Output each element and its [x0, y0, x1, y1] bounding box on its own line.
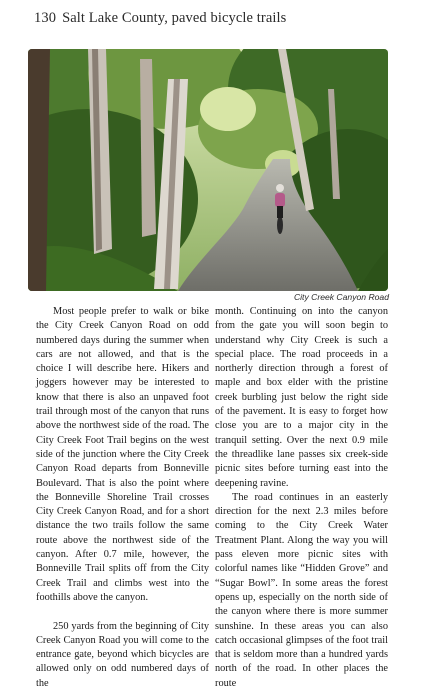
- running-title: Salt Lake County, paved bicycle trails: [62, 10, 287, 26]
- paragraph: 250 yards from the beginning of City Creek Canyon Road you will come to the entrance gate, beyond which bicycles are allowed only on odd numbered days of the: [36, 620, 209, 689]
- paragraph: Most people prefer to walk or bike the City Creek Canyon Road on odd numbered days during the summer when cars are not allowed, and that is the choice I will describe here. Hikers and joggers however may be interested to know that there is also an unpaved foot trail through most of the canyon that runs above the northwest side of the road. The City Creek Foot Trail begins on the west side of the junction where the City Creek Canyon Road departs from Bonneville Boulevard. That is also the point where the Bonneville Shoreline Trail crosses City Creek Canyon Road, and for a short distance the two trails follow the same route above the northwest side of the canyon. After 0.7 mile, however, the Bonneville Trail splits off from the City Creek Trail and climbs west into the foothills above the canyon.: [36, 306, 209, 603]
- photo-caption: City Creek Canyon Road: [293, 292, 389, 302]
- canyon-road-photo: [28, 49, 388, 291]
- paragraph: The road continues in an easterly direction for the next 2.3 miles before coming to the City Creek Water Treatment Plant. Along the way you will pass eleven more picnic sites with colorful names like “Hidden Grove” and “Sugar Bowl”. In some areas the forest opens up, especially on the north side of the canyon where there is more summer sunshine. In these areas you can also catch occasional glimpses of the foot trail that is seldom more than a hundred yards north of the road. In other places the route: [215, 491, 388, 689]
- page-number: 130: [34, 10, 57, 26]
- running-header: [34, 10, 286, 27]
- photo-illustration: [28, 49, 388, 291]
- paragraph: month. Continuing on into the canyon from the gate you will soon begin to understand why City Creek is such a special place. The road proceeds in a northerly direction through a forest of maple and box elder with the pristine creek burbling just below the right side of the pavement. It is easy to forget how close you are to a major city in the tranquil setting. Over the next 0.9 mile the threadlike lane passes six creek-side picnic sites before turning east into the deepening ravine.: [215, 306, 388, 489]
- right-text-column: [215, 305, 388, 691]
- left-text-column: [36, 305, 209, 691]
